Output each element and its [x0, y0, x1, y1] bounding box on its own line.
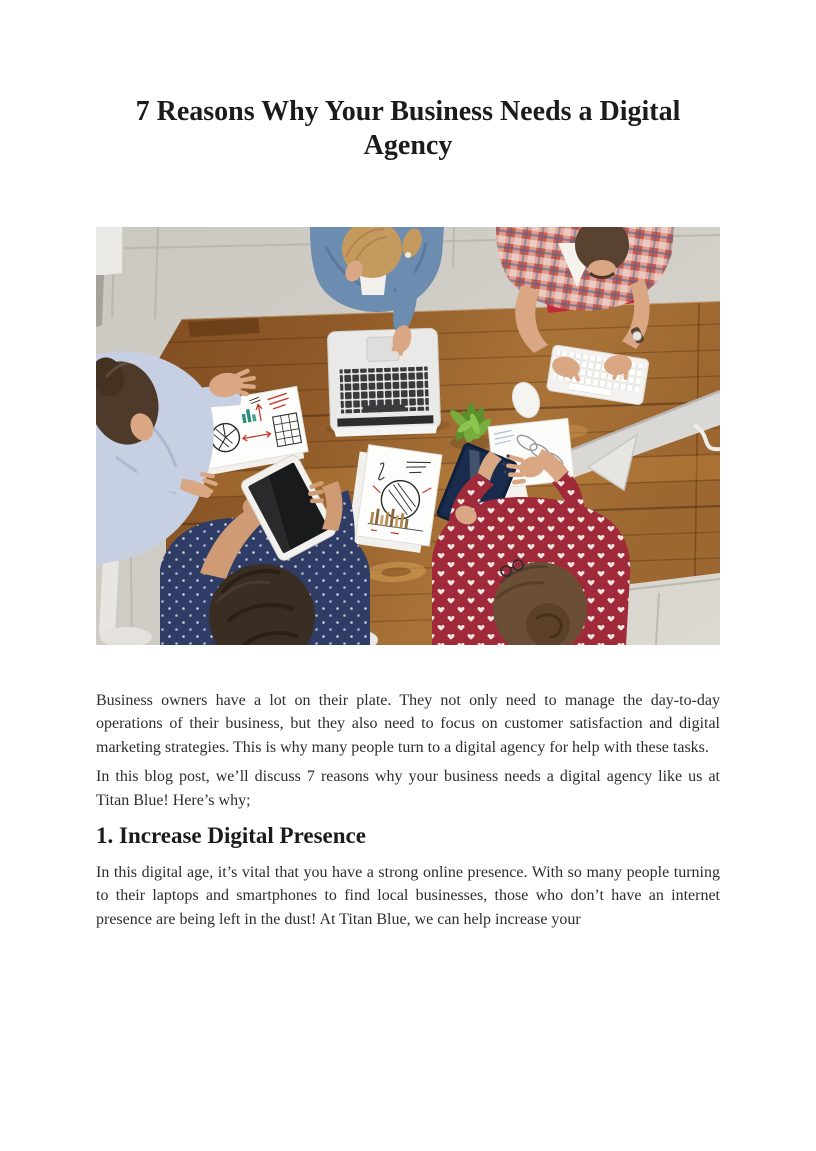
paper-doodles-center [347, 444, 442, 554]
document-page [0, 95, 816, 1151]
section-1-heading: 1. Increase Digital Presence [96, 823, 366, 849]
paragraph-section-1: In this digital age, it’s vital that you have a strong online presence. With so many people turning to their laptops and smartphones to find local businesses, those who don’t have an internet presence are being left in the dust! At Titan Blue, we can help increase your [96, 864, 720, 928]
paragraph-intro-2: In this blog post, we’ll discuss 7 reasons why your business needs a digital agency like us at Titan Blue! Here’s why; [96, 768, 720, 809]
paragraph-intro-1: Business owners have a lot on their plate. They not only need to manage the day-to-day operations of their business, but they also need to focus on customer satisfaction and digital marketing strategies. This is why many people turn to a digital agency for help with these tasks. [96, 692, 720, 756]
page-title: 7 Reasons Why Your Business Needs a Digital Agency [135, 96, 681, 161]
laptop [322, 328, 450, 439]
hero-image [96, 227, 720, 645]
